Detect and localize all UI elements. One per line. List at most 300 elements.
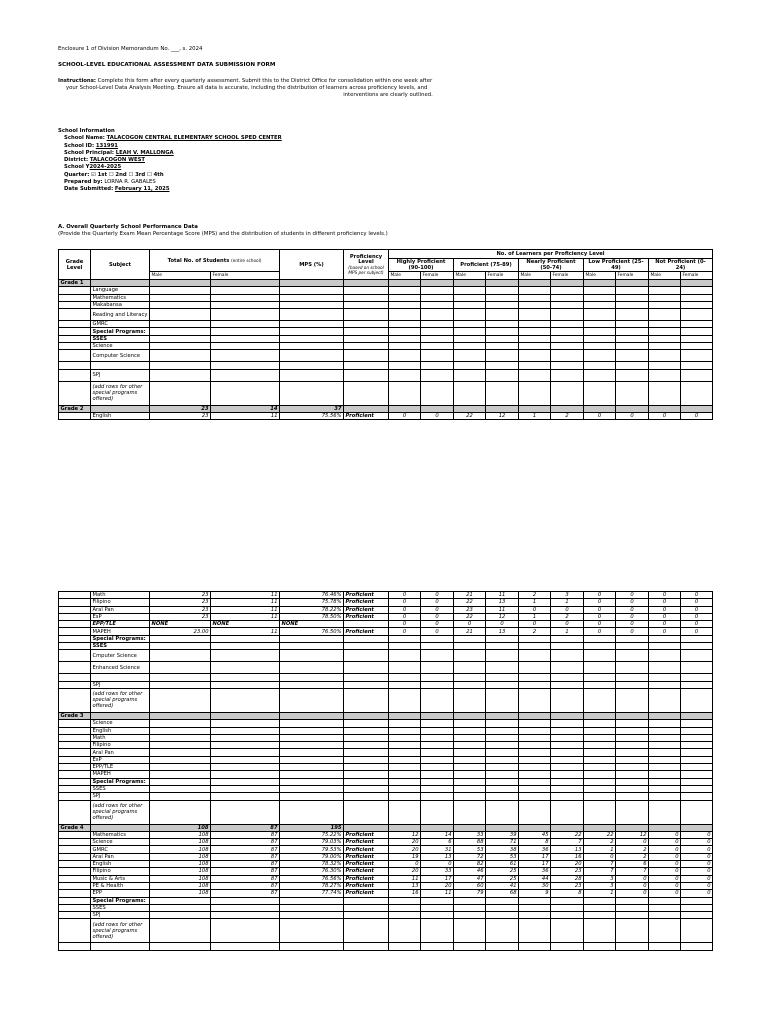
learner-count-cell	[584, 294, 616, 301]
learner-count-cell: 60	[454, 882, 486, 889]
header-learners-per-level: No. of Learners per Proficiency Level	[389, 250, 713, 259]
learner-count-cell: 0	[421, 606, 454, 613]
learner-count-cell	[584, 764, 616, 771]
grade-cell: Grade 2	[59, 405, 91, 412]
learner-count-cell	[454, 321, 486, 328]
header-proficient: Proficient (75-89)	[454, 259, 519, 272]
mps-cell: 78.27%	[280, 882, 344, 889]
total-male-cell	[150, 674, 211, 681]
mps-cell: 37	[280, 405, 344, 412]
learner-count-cell	[389, 294, 421, 301]
learner-count-cell	[421, 405, 454, 412]
table-row	[59, 839, 713, 846]
learner-count-cell: 7	[616, 868, 649, 875]
total-female-cell: 11	[211, 628, 280, 635]
learner-count-cell	[421, 309, 454, 321]
learner-count-cell: 0	[616, 875, 649, 882]
learner-count-cell: 44	[519, 875, 551, 882]
learner-count-cell	[551, 343, 584, 350]
learner-count-cell	[616, 720, 649, 727]
learner-count-cell	[389, 362, 421, 369]
table-row	[59, 904, 713, 911]
mps-cell	[280, 662, 344, 674]
learner-count-cell	[616, 742, 649, 749]
mps-cell	[280, 749, 344, 756]
total-male-cell	[150, 771, 211, 778]
mps-cell	[280, 643, 344, 650]
learner-count-cell: 0	[584, 592, 616, 599]
learner-count-cell	[649, 712, 681, 719]
learner-count-cell: 72	[454, 853, 486, 860]
subject-cell: Special Programs:	[91, 328, 150, 335]
subject-cell: Filipino	[91, 868, 150, 875]
learner-count-cell: 0	[584, 412, 616, 419]
learner-count-cell	[519, 764, 551, 771]
proficiency-cell: Proficient	[344, 613, 389, 620]
learner-count-cell	[649, 785, 681, 792]
subject-cell: Mathematics	[91, 831, 150, 838]
school-id: 131991	[95, 142, 118, 149]
principal-name: LEAH V. MALLONGA	[115, 149, 174, 156]
instructions	[58, 78, 718, 100]
learner-count-cell: 0	[389, 613, 421, 620]
grade-cell	[59, 764, 91, 771]
learner-count-cell	[421, 294, 454, 301]
learner-count-cell: 61	[486, 861, 519, 868]
learner-count-cell	[421, 712, 454, 719]
learner-count-cell: 25	[486, 875, 519, 882]
learner-count-cell	[454, 919, 486, 943]
total-male-cell	[150, 309, 211, 321]
total-female-cell	[211, 742, 280, 749]
table-row	[59, 321, 713, 328]
subject-cell: SPJ	[91, 369, 150, 381]
learner-count-cell	[519, 674, 551, 681]
learner-count-cell	[519, 688, 551, 712]
learner-count-cell: 0	[681, 890, 713, 897]
learner-count-cell	[486, 764, 519, 771]
grade-cell	[59, 599, 91, 606]
section-a-note: (Provide the Quarterly Exam Mean Percentage Score (MPS) and the distribution of students in different proficiency levels.)	[58, 231, 388, 238]
proficiency-cell: Proficient	[344, 599, 389, 606]
learner-count-cell	[519, 343, 551, 350]
proficiency-cell: Proficient	[344, 628, 389, 635]
learner-count-cell	[616, 912, 649, 919]
learner-count-cell	[681, 681, 713, 688]
proficiency-cell	[344, 800, 389, 824]
learner-count-cell	[584, 301, 616, 308]
learner-count-cell	[616, 800, 649, 824]
subject-cell	[91, 362, 150, 369]
learner-count-cell: 8	[551, 890, 584, 897]
learner-count-cell	[421, 727, 454, 734]
grade-cell	[59, 846, 91, 853]
total-female-cell: 11	[211, 606, 280, 613]
learner-count-cell: 0	[616, 890, 649, 897]
learner-count-cell: 38	[486, 846, 519, 853]
grade-cell	[59, 853, 91, 860]
table-row	[59, 294, 713, 301]
subject-cell: Aral Pan	[91, 606, 150, 613]
learner-count-cell	[616, 897, 649, 904]
learner-count-cell	[486, 321, 519, 328]
learner-count-cell	[389, 328, 421, 335]
learner-count-cell	[681, 824, 713, 831]
learner-count-cell: 11	[486, 592, 519, 599]
learner-count-cell	[389, 785, 421, 792]
header-total-female: Female	[211, 272, 280, 280]
grade-row	[59, 280, 713, 287]
learner-count-cell	[454, 793, 486, 800]
learner-count-cell	[519, 280, 551, 287]
learner-count-cell	[421, 350, 454, 362]
learner-count-cell	[454, 734, 486, 741]
learner-count-cell	[454, 742, 486, 749]
grade-cell	[59, 831, 91, 838]
learner-count-cell	[649, 294, 681, 301]
learner-count-cell	[681, 793, 713, 800]
learner-count-cell	[616, 362, 649, 369]
learner-count-cell	[519, 727, 551, 734]
grade-cell	[59, 734, 91, 741]
total-female-cell	[211, 778, 280, 785]
learner-count-cell	[519, 756, 551, 763]
grade-cell	[59, 412, 91, 419]
learner-count-cell	[616, 919, 649, 943]
learner-count-cell: 0	[649, 621, 681, 628]
learner-count-cell	[649, 381, 681, 405]
learner-count-cell	[454, 328, 486, 335]
learner-count-cell: 6	[421, 839, 454, 846]
total-female-cell	[211, 328, 280, 335]
mps-cell	[280, 688, 344, 712]
learner-count-cell	[584, 369, 616, 381]
learner-count-cell: 23	[454, 606, 486, 613]
learner-count-cell	[616, 643, 649, 650]
learner-count-cell	[616, 369, 649, 381]
learner-count-cell: 3	[584, 882, 616, 889]
total-male-cell	[150, 749, 211, 756]
learner-count-cell	[454, 756, 486, 763]
table-row	[59, 301, 713, 308]
total-female-cell	[211, 800, 280, 824]
learner-count-cell: 0	[681, 831, 713, 838]
header-highly-female: Female	[421, 272, 454, 280]
learner-count-cell	[616, 712, 649, 719]
learner-count-cell	[681, 294, 713, 301]
proficiency-cell	[344, 335, 389, 342]
proficiency-cell: Proficient	[344, 839, 389, 846]
learner-count-cell	[584, 756, 616, 763]
learner-count-cell: 0	[681, 868, 713, 875]
learner-count-cell	[649, 369, 681, 381]
learner-count-cell	[519, 943, 551, 950]
learner-count-cell	[421, 749, 454, 756]
grade-cell	[59, 309, 91, 321]
subject-cell	[91, 943, 150, 950]
learner-count-cell	[649, 764, 681, 771]
subject-cell: SSES	[91, 643, 150, 650]
subject-cell: Filipino	[91, 742, 150, 749]
subject-cell: SSES	[91, 785, 150, 792]
table-row	[59, 727, 713, 734]
instructions-line1: Complete this form after every quarterly assessment. Submit this to the District Office for consolidation within one week after	[97, 78, 433, 84]
proficiency-cell	[344, 749, 389, 756]
learner-count-cell: 0	[421, 861, 454, 868]
learner-count-cell	[616, 904, 649, 911]
learner-count-cell	[454, 294, 486, 301]
grade-cell	[59, 919, 91, 943]
learner-count-cell	[389, 405, 421, 412]
learner-count-cell	[551, 793, 584, 800]
learner-count-cell: 25	[486, 868, 519, 875]
subject-cell: Computer Science	[91, 350, 150, 362]
learner-count-cell: 0	[681, 846, 713, 853]
learner-count-cell	[519, 919, 551, 943]
learner-count-cell: 28	[551, 875, 584, 882]
total-male-cell	[150, 362, 211, 369]
grade-cell	[59, 882, 91, 889]
learner-count-cell	[454, 309, 486, 321]
total-male-cell: 23	[150, 412, 211, 419]
learner-count-cell: 0	[681, 875, 713, 882]
table-row	[59, 846, 713, 853]
learner-count-cell: 82	[454, 861, 486, 868]
learner-count-cell: 22	[454, 613, 486, 620]
learner-count-cell: 0	[649, 839, 681, 846]
learner-count-cell	[551, 756, 584, 763]
learner-count-cell: 47	[454, 875, 486, 882]
learner-count-cell	[389, 727, 421, 734]
table-row	[59, 756, 713, 763]
learner-count-cell	[551, 764, 584, 771]
learner-count-cell	[681, 771, 713, 778]
learner-count-cell: 0	[421, 592, 454, 599]
learner-count-cell	[584, 321, 616, 328]
principal-label: School Principal:	[64, 149, 114, 156]
learner-count-cell	[584, 824, 616, 831]
learner-count-cell	[649, 662, 681, 674]
subject-cell: (add rows for other special programs offered)	[91, 381, 150, 405]
table-row	[59, 875, 713, 882]
learner-count-cell	[486, 294, 519, 301]
learner-count-cell	[486, 771, 519, 778]
proficiency-cell	[344, 350, 389, 362]
learner-count-cell: 0	[584, 628, 616, 635]
total-male-cell: NONE	[150, 621, 211, 628]
proficiency-cell	[344, 674, 389, 681]
learner-count-cell: 0	[681, 592, 713, 599]
learner-count-cell	[421, 369, 454, 381]
total-male-cell	[150, 793, 211, 800]
learner-count-cell: 0	[649, 599, 681, 606]
learner-count-cell: 0	[389, 599, 421, 606]
learner-count-cell	[389, 335, 421, 342]
learner-count-cell: 1	[551, 599, 584, 606]
learner-count-cell	[649, 919, 681, 943]
proficiency-cell	[344, 381, 389, 405]
learner-count-cell: 22	[454, 412, 486, 419]
learner-count-cell	[519, 294, 551, 301]
total-male-cell	[150, 897, 211, 904]
learner-count-cell: 0	[649, 853, 681, 860]
learner-count-cell	[454, 727, 486, 734]
total-male-cell: 23	[150, 613, 211, 620]
learner-count-cell	[551, 674, 584, 681]
total-male-cell: 23	[150, 606, 211, 613]
total-female-cell	[211, 343, 280, 350]
learner-count-cell	[551, 688, 584, 712]
header-proficiency-level: Proficiency Level (based on school MPS per subject)	[344, 250, 389, 280]
subject-cell: EsP	[91, 756, 150, 763]
total-male-cell	[150, 301, 211, 308]
proficiency-cell: Proficient	[344, 592, 389, 599]
total-male-cell	[150, 742, 211, 749]
subject-cell: Language	[91, 287, 150, 294]
learner-count-cell: 0	[681, 853, 713, 860]
mps-cell	[280, 800, 344, 824]
proficiency-cell: Proficient	[344, 861, 389, 868]
learner-count-cell	[389, 662, 421, 674]
learner-count-cell: 12	[616, 831, 649, 838]
learner-count-cell	[681, 328, 713, 335]
learner-count-cell	[616, 309, 649, 321]
learner-count-cell	[551, 301, 584, 308]
learner-count-cell	[486, 943, 519, 950]
learner-count-cell	[649, 688, 681, 712]
grade-row	[59, 712, 713, 719]
learner-count-cell: 53	[454, 846, 486, 853]
learner-count-cell	[454, 688, 486, 712]
subject-cell: Special Programs:	[91, 635, 150, 642]
learner-count-cell: 0	[616, 606, 649, 613]
learner-count-cell	[389, 824, 421, 831]
learner-count-cell	[389, 764, 421, 771]
total-female-cell	[211, 734, 280, 741]
learner-count-cell: 0	[584, 606, 616, 613]
learner-count-cell	[551, 897, 584, 904]
learner-count-cell: 0	[681, 613, 713, 620]
learner-count-cell	[584, 362, 616, 369]
learner-count-cell	[486, 681, 519, 688]
total-female-cell: 87	[211, 882, 280, 889]
total-female-cell: 14	[211, 405, 280, 412]
learner-count-cell	[649, 742, 681, 749]
table-row	[59, 599, 713, 606]
grade-cell	[59, 335, 91, 342]
learner-count-cell: 1	[584, 846, 616, 853]
total-female-cell	[211, 321, 280, 328]
learner-count-cell	[616, 635, 649, 642]
learner-count-cell	[421, 343, 454, 350]
header-low-proficient: Low Proficient (25-49)	[584, 259, 649, 272]
learner-count-cell	[421, 756, 454, 763]
table-row	[59, 592, 713, 599]
learner-count-cell	[519, 734, 551, 741]
learner-count-cell: 0	[616, 839, 649, 846]
learner-count-cell	[681, 362, 713, 369]
subject-cell: Reading and Literacy	[91, 309, 150, 321]
learner-count-cell: 0	[649, 613, 681, 620]
learner-count-cell	[389, 287, 421, 294]
header-subject: Subject	[91, 250, 150, 280]
total-male-cell: 108	[150, 875, 211, 882]
grade-cell	[59, 897, 91, 904]
subject-cell	[91, 824, 150, 831]
learner-count-cell: 0	[616, 882, 649, 889]
learner-count-cell	[681, 756, 713, 763]
mps-cell: NONE	[280, 621, 344, 628]
subject-cell: English	[91, 861, 150, 868]
learner-count-cell	[681, 309, 713, 321]
learner-count-cell	[616, 793, 649, 800]
learner-count-cell	[681, 321, 713, 328]
learner-count-cell	[486, 662, 519, 674]
learner-count-cell	[584, 350, 616, 362]
learner-count-cell	[454, 674, 486, 681]
subject-cell: Mathematics	[91, 294, 150, 301]
learner-count-cell	[486, 328, 519, 335]
mps-cell	[280, 727, 344, 734]
mps-cell	[280, 897, 344, 904]
grade-cell	[59, 343, 91, 350]
subject-cell: MAPEH	[91, 628, 150, 635]
learner-count-cell	[551, 742, 584, 749]
total-female-cell	[211, 294, 280, 301]
learner-count-cell	[584, 280, 616, 287]
document-header	[58, 46, 718, 100]
learner-count-cell	[389, 897, 421, 904]
total-male-cell	[150, 335, 211, 342]
learner-count-cell	[649, 650, 681, 662]
table-row	[59, 335, 713, 342]
learner-count-cell: 3	[584, 875, 616, 882]
learner-count-cell	[551, 321, 584, 328]
subject-cell: SSES	[91, 904, 150, 911]
learner-count-cell	[519, 912, 551, 919]
learner-count-cell	[681, 943, 713, 950]
grade-row	[59, 405, 713, 412]
learner-count-cell	[454, 343, 486, 350]
proficiency-cell	[344, 897, 389, 904]
learner-count-cell: 14	[421, 831, 454, 838]
total-male-cell	[150, 681, 211, 688]
learner-count-cell	[421, 674, 454, 681]
learner-count-cell	[584, 688, 616, 712]
learner-count-cell	[389, 301, 421, 308]
learner-count-cell	[584, 771, 616, 778]
learner-count-cell	[649, 362, 681, 369]
learner-count-cell	[519, 793, 551, 800]
learner-count-cell: 0	[584, 613, 616, 620]
mps-cell	[280, 350, 344, 362]
proficiency-cell	[344, 793, 389, 800]
learner-count-cell	[584, 674, 616, 681]
proficiency-cell	[344, 621, 389, 628]
learner-count-cell	[681, 405, 713, 412]
learner-count-cell	[421, 897, 454, 904]
grade-cell	[59, 756, 91, 763]
total-female-cell	[211, 674, 280, 681]
proficiency-cell	[344, 734, 389, 741]
total-male-cell: 108	[150, 853, 211, 860]
learner-count-cell	[551, 771, 584, 778]
learner-count-cell	[486, 369, 519, 381]
subject-cell: SPJ	[91, 793, 150, 800]
subject-cell: GMRC	[91, 846, 150, 853]
learner-count-cell: 0	[649, 831, 681, 838]
table-row	[59, 800, 713, 824]
